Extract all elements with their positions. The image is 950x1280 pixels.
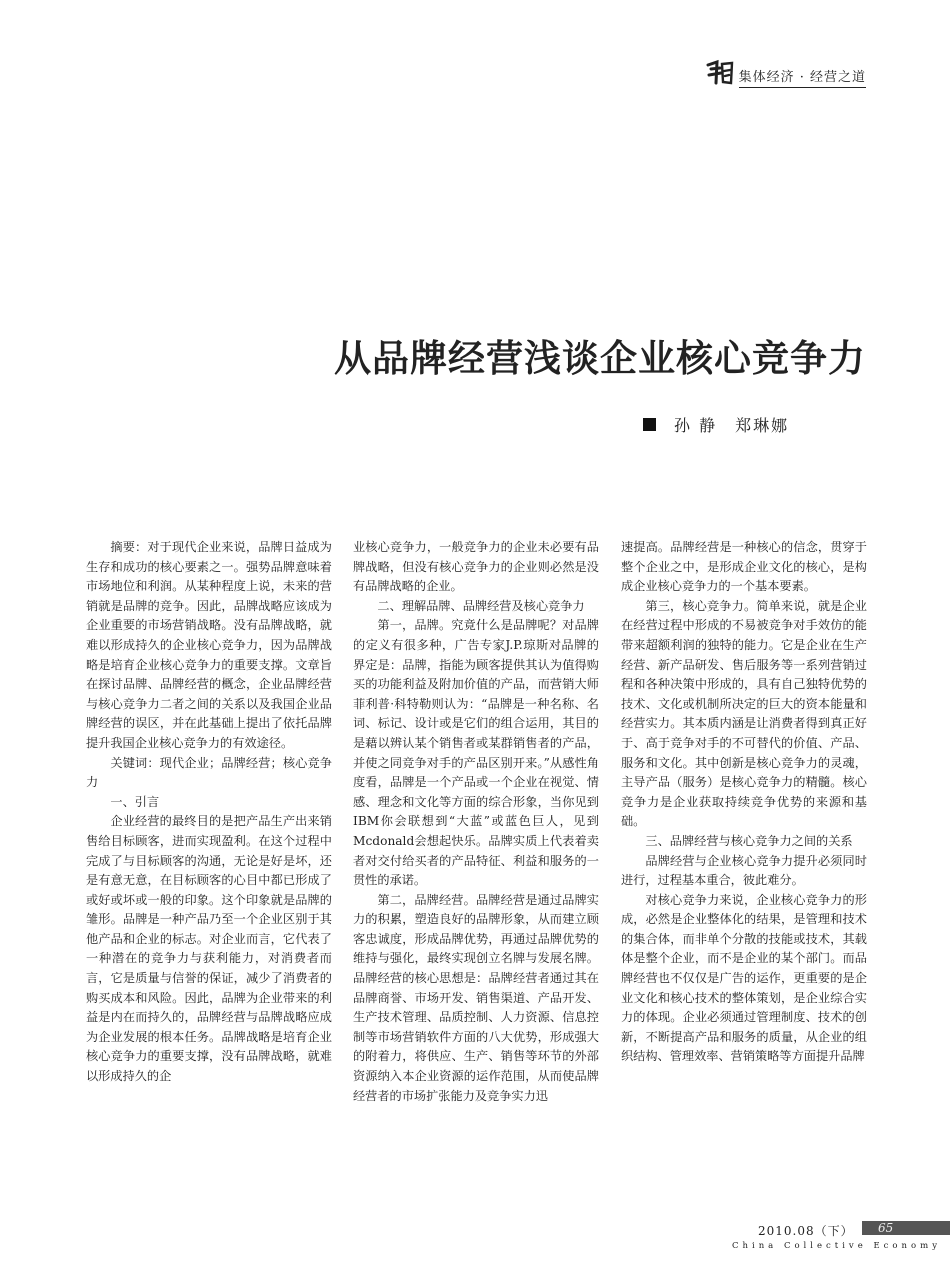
page-number: 65 (862, 1221, 950, 1235)
author-names: 孙 静 郑琳娜 (674, 416, 790, 435)
author-line (643, 413, 789, 436)
body-paragraph: 速提高。品牌经营是一种核心的信念，贯穿于整个企业之中，是形成企业文化的核心，是构成企业核心竞争力的一个基本要素。 (621, 540, 867, 594)
section-heading-intro: 一、引言 (110, 794, 160, 809)
square-bullet-icon (643, 418, 656, 431)
article-title: 从品牌经营浅谈企业核心竞争力 (334, 336, 866, 380)
section-heading-understanding: 二、理解品牌、品牌经营及核心竞争力 (377, 598, 585, 613)
column-1 (86, 538, 332, 1087)
body-paragraph: 第三，核心竞争力。简单来说，就是企业在经营过程中形成的不易被竞争对手效仿的能带来超额利润的独特的能力。它是企业在生产经营、新产品研发、售后服务等一系列营销过程和各种决策中形成的，具有自己独特优势的技术、文化或机制所决定的巨大的资本能量和经营实力。其本质内涵是让消费者得到真正好于、高于竞争对手的不可替代的价值、产品、服务和文化。其中创新是核心竞争力的灵魂，主导产品（服务）是核心竞争力的精髓。核心竞争力是企业获取持续竞争优势的来源和基础。 (621, 598, 867, 829)
section-heading-relationship: 三、品牌经营与核心竞争力之间的关系 (645, 833, 853, 848)
body-paragraph: 第一，品牌。究竟什么是品牌呢？对品牌的定义有很多种，广告专家J.P.琼斯对品牌的界定是：品牌，指能为顾客提供其认为值得购买的功能利益及附加价值的产品，而营销大师菲利普·科特勒则认为：“品牌是一种名称、名词、标记、设计或是它们的组合运用，其目的是藉以辨认某个销售者或某群销售者的产品，并使之同竞争对手的产品区别开来。”从感性角度看，品牌是一个产品或一个企业在视觉、情感、理念和文化等方面的综合形象，当你见到IBM你会联想到“大蓝”或蓝色巨人，见到Mcdonald会想起快乐。品牌实质上代表着卖者对交付给买者的产品特征、利益和服务的一贯性的承诺。 (353, 618, 599, 888)
body-paragraph: 企业经营的最终目的是把产品生产出来销售给目标顾客，进而实现盈利。在这个过程中完成了与目标顾客的沟通，无论是好是坏，还是有意无意，在目标顾客的心目中都已形成了或好或坏或一般的印象。这个印象就是品牌的雏形。品牌是一种产品乃至一个企业区别于其他产品和企业的标志。对企业而言，它代表了一种潜在的竞争力与获利能力，对消费者而言，它是质量与信誉的保证，减少了消费者的购买成本和风险。因此，品牌为企业带来的利益是内在而持久的，品牌经营与品牌战略应成为企业发展的根本任务。品牌战略是培育企业核心竞争力的重要支撑，没有品牌战略，就难以形成持久的企 (86, 814, 332, 1084)
keywords-paragraph: 关键词：现代企业；品牌经营；核心竞争力 (86, 755, 332, 790)
column-3 (621, 538, 867, 1067)
abstract-paragraph: 摘要：对于现代企业来说，品牌日益成为生存和成功的核心要素之一。强势品牌意味着市场地位和利润。从某种程度上说，未来的营销就是品牌的竞争。因此，品牌战略应该成为企业重要的市场营销战略。没有品牌战略，就难以形成持久的企业核心竞争力，因为品牌战略是培育企业核心竞争力的重要支撑。文章旨在探讨品牌、品牌经营的概念，企业品牌经营与核心竞争力二者之间的关系以及我国企业品牌经营的误区，并在此基础上提出了依托品牌提升我国企业核心竞争力的有效途径。 (86, 540, 332, 750)
page-header (705, 58, 866, 88)
body-paragraph: 对核心竞争力来说，企业核心竞争力的形成，必然是企业整体化的结果，是管理和技术的集合体，而非单个分散的技能或技术，其载体是整个企业，而不是企业的某个部门。而品牌经营也不仅仅是广告的运作，更重要的是企业文化和核心技术的整体策划，是企业综合实力的体现。企业必须通过管理制度、技术的创新，不断提高产品和服务的质量，从企业的组织结构、管理效率、营销策略等方面提升品牌 (621, 892, 867, 1064)
journal-logo-icon (705, 58, 735, 88)
section-title: 集体经济 · 经营之道 (739, 70, 866, 88)
column-2 (353, 538, 599, 1106)
body-paragraph: 品牌经营与企业核心竞争力提升必须同时进行，过程基本重合，彼此难分。 (621, 853, 867, 888)
issue-date: 2010.08（下） (758, 1224, 854, 1238)
body-paragraph: 第二，品牌经营。品牌经营是通过品牌实力的积累，塑造良好的品牌形象，从而建立顾客忠诚度，形成品牌优势，再通过品牌优势的维持与强化，最终实现创立名牌与发展名牌。品牌经营的核心思想是：品牌经营者通过其在品牌商誉、市场开发、销售渠道、产品开发、生产技术管理、品质控制、人力资源、信息控制等市场营销软件方面的八大优势，形成强大的附着力，将供应、生产、销售等环节的外部资源纳入本企业资源的运作范围，从而使品牌经营者的市场扩张能力及竞争实力迅 (353, 892, 599, 1103)
body-paragraph: 业核心竞争力，一般竞争力的企业未必要有品牌战略，但没有核心竞争力的企业则必然是没有品牌战略的企业。 (353, 540, 599, 594)
journal-name-english: China Collective Economy (732, 1241, 941, 1251)
